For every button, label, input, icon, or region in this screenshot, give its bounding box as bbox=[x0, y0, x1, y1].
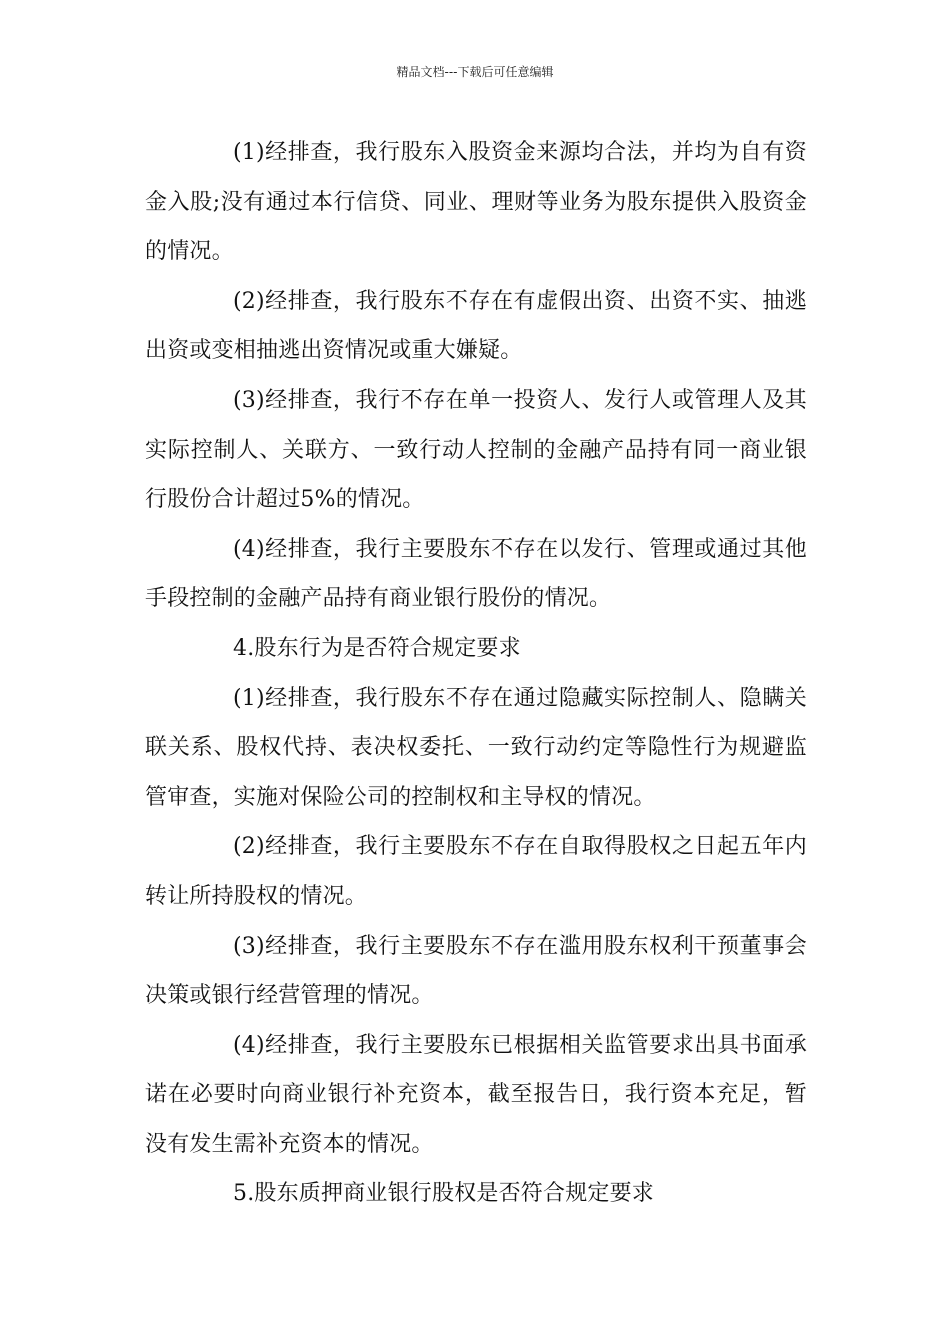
paragraph-6: (2)经排查，我行主要股东不存在自取得股权之日起五年内转让所持股权的情况。 bbox=[145, 834, 807, 909]
paragraph-7: (3)经排查，我行主要股东不存在滥用股东权利干预董事会决策或银行经营管理的情况。 bbox=[145, 933, 807, 1009]
paragraph-1: (1)经排查，我行股东入股资金来源均合法，并均为自有资金入股;没有通过本行信贷、同业、理财等业务为股东提供入股资金的情况。 bbox=[145, 140, 807, 265]
section-heading-5: 5.股东质押商业银行股权是否符合规定要求 bbox=[233, 1181, 654, 1207]
paragraph-2: (2)经排查，我行股东不存在有虚假出资、出资不实、抽逃出资或变相抽逃出资情况或重大嫌疑。 bbox=[145, 288, 807, 364]
paragraph-3: (3)经排查，我行不存在单一投资人、发行人或管理人及其实际控制人、关联方、一致行动人控制的金融产品持有同一商业银行股份合计超过5%的情况。 bbox=[145, 387, 807, 513]
paragraph-4: (4)经排查，我行主要股东不存在以发行、管理或通过其他手段控制的金融产品持有商业银行股份的情况。 bbox=[145, 536, 807, 612]
paragraph-5: (1)经排查，我行股东不存在通过隐藏实际控制人、隐瞒关联关系、股权代持、表决权委托、一致行动约定等隐性行为规避监管审查，实施对保险公司的控制权和主导权的情况。 bbox=[145, 685, 807, 810]
document-body bbox=[145, 128, 807, 1219]
paragraph-8: (4)经排查，我行主要股东已根据相关监管要求出具书面承诺在必要时向商业银行补充资本，截至报告日，我行资本充足，暂没有发生需补充资本的情况。 bbox=[145, 1032, 807, 1157]
section-heading-4: 4.股东行为是否符合规定要求 bbox=[233, 635, 521, 661]
page-header: 精品文档---下载后可任意编辑 bbox=[396, 65, 554, 79]
